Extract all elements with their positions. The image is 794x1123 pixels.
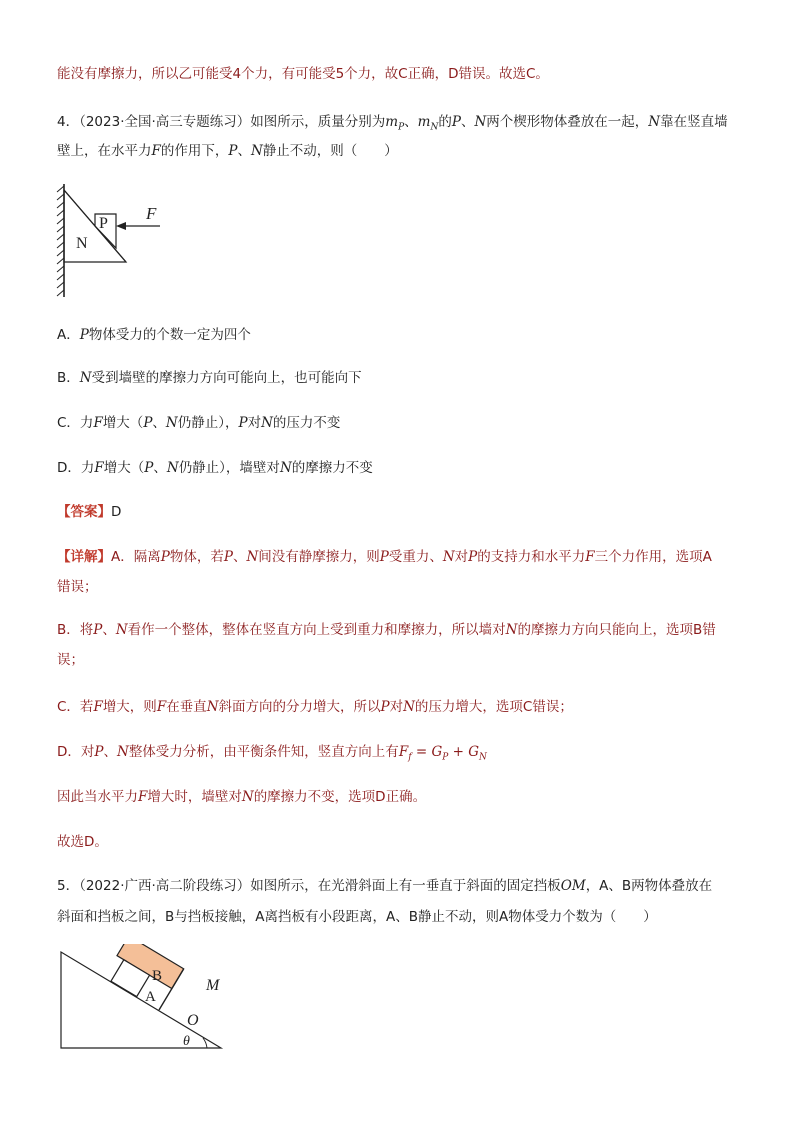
q4-stem-text: 静止不动，则（ ） bbox=[262, 143, 398, 159]
prev-answer-tail: 能没有摩擦力，所以乙可能受4个力，有可能受5个力，故C正确，D错误。故选C。 bbox=[57, 66, 549, 82]
detail-line-4: D．对P、N整体受力分析，由平衡条件知，竖直方向上有$F_f = G_P + G_N$ bbox=[57, 744, 487, 763]
detail-line-2: B．将P、N看作一个整体，整体在竖直方向上受到重力和摩擦力，所以墙对N的摩擦力方向只能向上，选项B错 bbox=[57, 622, 716, 638]
sep: 、 bbox=[460, 114, 475, 130]
label-f: F bbox=[146, 204, 157, 223]
q4-stem-text: 靠在竖直墙 bbox=[660, 114, 728, 130]
sep: 、 bbox=[237, 143, 251, 159]
detail-line-1: 【详解】A．隔离P物体，若P、N间没有静摩擦力，则P受重力、N对P的支持力和水平力F三个力作用，选项A bbox=[57, 549, 712, 565]
q4-stem-text: 壁上，在水平力 bbox=[57, 143, 152, 159]
answer-tag: 【答案】 bbox=[57, 504, 111, 520]
q4-source: （2023·全国·高三专题练习） bbox=[79, 114, 251, 130]
of: 的 bbox=[438, 114, 452, 130]
detail-tag: 【详解】 bbox=[57, 549, 111, 565]
var-f: F bbox=[151, 143, 161, 159]
q4-stem-text: 的作用下， bbox=[160, 143, 229, 159]
q4-stem-text: 两个楔形物体叠放在一起， bbox=[486, 114, 649, 130]
q4-number: 4． bbox=[57, 114, 80, 130]
detail-line-3: C．若F增大，则F在垂直N斜面方向的分力增大，所以P对N的压力增大，选项C错误； bbox=[57, 699, 573, 715]
detail-line-5: 因此当水平力F增大时，墙壁对N的摩擦力不变，选项D正确。 bbox=[57, 789, 427, 805]
var-n: N bbox=[474, 114, 487, 130]
label-p: P bbox=[99, 215, 108, 232]
answer-value: D bbox=[111, 504, 122, 520]
q4-stem-line1 bbox=[57, 112, 728, 138]
option-b: B．N受到墙壁的摩擦力方向可能向上，也可能向下 bbox=[57, 370, 362, 386]
option-a: A．P物体受力的个数一定为四个 bbox=[57, 327, 251, 343]
label-b: B bbox=[152, 968, 163, 984]
equation: $F_f = G_P + G_N$ bbox=[398, 744, 487, 763]
var-n: N bbox=[250, 143, 263, 159]
q4-figure bbox=[54, 182, 194, 300]
q5-figure bbox=[55, 944, 235, 1054]
detail-line-2b: 误； bbox=[57, 652, 84, 668]
label-n: N bbox=[76, 235, 88, 252]
label-theta: θ bbox=[183, 1034, 190, 1049]
q5-stem-line2: 斜面和挡板之间，B与挡板接触，A离挡板有小段距离，A、B静止不动，则A物体受力个数为（ ） bbox=[57, 909, 657, 925]
mass-mp: $m_P$ bbox=[385, 114, 405, 133]
q4-stem-text: 如图所示，质量分别为 bbox=[250, 114, 386, 130]
detail-line-6: 故选D。 bbox=[57, 834, 108, 850]
label-a: A bbox=[145, 989, 156, 1005]
option-c: C．力F增大（P、N仍静止），P对N的压力不变 bbox=[57, 415, 341, 431]
option-d: D．力F增大（P、N仍静止），墙壁对N的摩擦力不变 bbox=[57, 460, 373, 476]
mass-mn: $m_N$ bbox=[417, 114, 439, 133]
wall-hatch bbox=[57, 184, 64, 297]
label-m: M bbox=[206, 977, 220, 994]
answer-line bbox=[57, 502, 121, 522]
q4-stem-line2 bbox=[57, 141, 398, 161]
arrow-head-icon bbox=[116, 222, 126, 230]
var-p: P bbox=[228, 143, 238, 159]
q5-stem-line1: 5．（2022·广西·高二阶段练习）如图所示，在光滑斜面上有一垂直于斜面的固定挡板OM，A、B两物体叠放在 bbox=[57, 878, 713, 894]
label-o: O bbox=[187, 1012, 199, 1029]
var-n: N bbox=[648, 114, 661, 130]
detail-line-1b: 错误； bbox=[57, 579, 98, 595]
var-p: P bbox=[451, 114, 461, 130]
sep: 、 bbox=[404, 114, 418, 130]
